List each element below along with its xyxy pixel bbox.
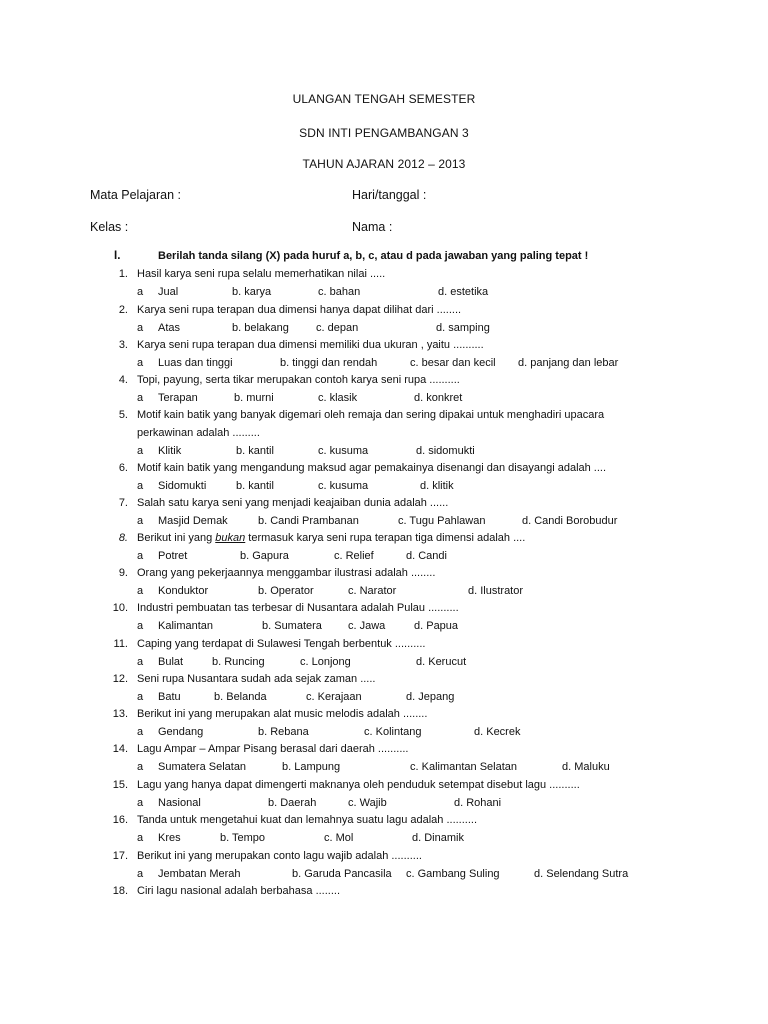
option-b: b. belakang: [232, 322, 289, 334]
question-text: [137, 532, 525, 544]
option-d: d. Papua: [414, 620, 459, 632]
question-number: 1.: [118, 268, 128, 280]
question-text: Lagu yang hanya dapat dimengerti maknanya oleh penduduk setempat disebut lagu ..........: [137, 779, 580, 791]
option-a-label: a: [137, 392, 144, 404]
class-label: Kelas :: [90, 220, 129, 234]
option-b: b. Rebana: [258, 726, 309, 738]
option-b: b. Candi Prambanan: [258, 515, 359, 527]
options-12: [0, 691, 768, 709]
question-number: 13.: [112, 708, 128, 720]
option-c: c. Kolintang: [364, 726, 422, 738]
question-text: Orang yang pekerjaannya menggambar ilustrasi adalah ........: [137, 567, 436, 579]
option-d: d. Selendang Sutra: [534, 868, 629, 880]
option-b: b. Gapura: [240, 550, 289, 562]
option-a-label: a: [137, 515, 144, 527]
option-b: b. Garuda Pancasila: [292, 868, 392, 880]
option-a-label: a: [137, 286, 144, 298]
option-a: Batu: [158, 691, 181, 703]
option-d: d. Kecrek: [474, 726, 521, 738]
option-a: Atas: [158, 322, 181, 334]
options-14: [0, 761, 768, 779]
question-number: 14.: [112, 743, 128, 755]
option-c: c. besar dan kecil: [410, 357, 496, 369]
option-b: b. tinggi dan rendah: [280, 357, 378, 369]
option-d: d. samping: [436, 322, 490, 334]
question-number: 2.: [118, 304, 128, 316]
question-7: [0, 497, 768, 515]
option-a-label: a: [137, 691, 144, 703]
options-5: [0, 445, 768, 463]
question-8: [0, 532, 768, 550]
question-15: [0, 779, 768, 797]
options-10: [0, 620, 768, 638]
section-instruction: Berilah tanda silang (X) pada huruf a, b, c, atau d pada jawaban yang paling tepat !: [158, 250, 589, 262]
options-4: [0, 392, 768, 410]
day-date-label: Hari/tanggal :: [352, 188, 427, 202]
option-a-label: a: [137, 322, 144, 334]
option-b: b. Sumatera: [262, 620, 322, 632]
question-number: 4.: [118, 374, 128, 386]
option-b: b. Tempo: [220, 832, 266, 844]
options-9: [0, 585, 768, 603]
option-a-label: a: [137, 832, 144, 844]
question-number: 3.: [118, 339, 128, 351]
question-number: 16.: [112, 814, 128, 826]
option-d: d. Maluku: [562, 761, 610, 773]
option-d: d. estetika: [438, 286, 489, 298]
question-number: 6.: [118, 462, 128, 474]
question-text: Caping yang terdapat di Sulawesi Tengah berbentuk ..........: [137, 638, 426, 650]
option-d: d. Ilustrator: [468, 585, 524, 597]
option-d: d. Jepang: [406, 691, 455, 703]
option-c: c. depan: [316, 322, 359, 334]
option-b: b. Daerah: [268, 797, 317, 809]
school-name: SDN INTI PENGAMBANGAN 3: [299, 126, 469, 140]
options-3: [0, 357, 768, 375]
option-a: Konduktor: [158, 585, 209, 597]
option-a: Nasional: [158, 797, 201, 809]
option-a: Jual: [158, 286, 179, 298]
emphasis-underlined-word: bukan: [215, 532, 246, 544]
option-c: c. Relief: [334, 550, 374, 562]
option-a-label: a: [137, 585, 144, 597]
option-a: Potret: [158, 550, 188, 562]
options-13: [0, 726, 768, 744]
option-a-label: a: [137, 357, 144, 369]
option-a-label: a: [137, 761, 144, 773]
question-3: [0, 339, 768, 357]
option-d: d. panjang dan lebar: [518, 357, 619, 369]
option-a-label: a: [137, 868, 144, 880]
option-a-label: a: [137, 550, 144, 562]
option-c: c. Lonjong: [300, 656, 351, 668]
option-a: Jembatan Merah: [158, 868, 241, 880]
option-c: c. Gambang Suling: [406, 868, 500, 880]
option-c: c. bahan: [318, 286, 361, 298]
subject-label: Mata Pelajaran :: [90, 188, 182, 202]
question-text-end: termasuk karya seni rupa terapan tiga dimensi adalah ....: [245, 532, 526, 544]
question-11: [0, 638, 768, 656]
question-text-start: Berikut ini yang: [137, 532, 216, 544]
question-text: Tanda untuk mengetahui kuat dan lemahnya suatu lagu adalah ..........: [137, 814, 478, 826]
question-number: 18.: [112, 885, 128, 897]
question-9: [0, 567, 768, 585]
options-15: [0, 797, 768, 815]
option-c: c. Narator: [348, 585, 397, 597]
option-a-label: a: [137, 797, 144, 809]
option-c: c. Kalimantan Selatan: [410, 761, 518, 773]
option-b: b. Lampung: [282, 761, 341, 773]
question-16: [0, 814, 768, 832]
options-8: [0, 550, 768, 568]
option-b: b. Belanda: [214, 691, 267, 703]
option-a: Sidomukti: [158, 480, 207, 492]
question-10: [0, 602, 768, 620]
options-6: [0, 480, 768, 498]
academic-year: TAHUN AJARAN 2012 – 2013: [302, 157, 466, 171]
options-11: [0, 656, 768, 674]
question-2: [0, 304, 768, 322]
question-text: Ciri lagu nasional adalah berbahasa ........: [137, 885, 341, 897]
option-a: Kres: [158, 832, 181, 844]
option-a: Klitik: [158, 445, 182, 457]
question-17: [0, 850, 768, 868]
option-c: c. Tugu Pahlawan: [398, 515, 486, 527]
question-number: 11.: [113, 638, 128, 650]
option-b: b. kantil: [236, 480, 274, 492]
option-a: Kalimantan: [158, 620, 214, 632]
option-a: Bulat: [158, 656, 184, 668]
question-number: 15.: [112, 779, 128, 791]
option-d: d. Candi Borobudur: [522, 515, 618, 527]
question-text: Salah satu karya seni yang menjadi keajaiban dunia adalah ......: [137, 497, 449, 509]
section-number: I.: [114, 250, 121, 262]
question-14: [0, 743, 768, 761]
option-b: b. karya: [232, 286, 272, 298]
question-text: Motif kain batik yang banyak digemari oleh remaja dan sering dipakai untuk menghadiri upacara: [137, 409, 605, 421]
options-1: [0, 286, 768, 304]
question-text: Hasil karya seni rupa selalu memerhatikan nilai .....: [137, 268, 386, 280]
options-7: [0, 515, 768, 533]
option-b: b. kantil: [236, 445, 274, 457]
question-text: Karya seni rupa terapan dua dimensi memiliki dua ukuran , yaitu ..........: [137, 339, 484, 351]
question-number: 17.: [112, 850, 128, 862]
question-number: 9.: [118, 567, 128, 579]
option-b: b. Runcing: [212, 656, 265, 668]
option-c: c. Jawa: [348, 620, 386, 632]
question-18: [0, 885, 768, 903]
question-1: [0, 268, 768, 286]
option-a-label: a: [137, 726, 144, 738]
option-d: d. konkret: [414, 392, 463, 404]
option-a: Sumatera Selatan: [158, 761, 247, 773]
option-c: c. Wajib: [348, 797, 387, 809]
question-text: Lagu Ampar – Ampar Pisang berasal dari daerah ..........: [137, 743, 409, 755]
option-c: c. Kerajaan: [306, 691, 362, 703]
option-c: c. Mol: [324, 832, 354, 844]
option-c: c. klasik: [318, 392, 358, 404]
question-12: [0, 673, 768, 691]
option-d: d. sidomukti: [416, 445, 475, 457]
option-c: c. kusuma: [318, 445, 369, 457]
question-13: [0, 708, 768, 726]
question-number: 10.: [112, 602, 128, 614]
question-text: Topi, payung, serta tikar merupakan contoh karya seni rupa ..........: [137, 374, 460, 386]
question-text-continuation: perkawinan adalah .........: [137, 427, 260, 439]
options-2: [0, 322, 768, 340]
exam-title: ULANGAN TENGAH SEMESTER: [292, 92, 476, 106]
option-d: d. Rohani: [454, 797, 502, 809]
option-a: Gendang: [158, 726, 204, 738]
option-d: d. klitik: [420, 480, 454, 492]
question-number: 7.: [118, 497, 128, 509]
question-6: [0, 462, 768, 480]
question-text: Karya seni rupa terapan dua dimensi hanya dapat dilihat dari ........: [137, 304, 462, 316]
question-5: [0, 409, 768, 427]
question-number: 8.: [118, 532, 128, 544]
option-a: Masjid Demak: [158, 515, 228, 527]
option-d: d. Kerucut: [416, 656, 467, 668]
option-a-label: a: [137, 445, 144, 457]
question-text: Seni rupa Nusantara sudah ada sejak zaman .....: [137, 673, 376, 685]
question-number: 12.: [112, 673, 128, 685]
option-c: c. kusuma: [318, 480, 369, 492]
name-label: Nama :: [352, 220, 393, 234]
option-a: Luas dan tinggi: [158, 357, 233, 369]
option-d: d. Candi: [406, 550, 447, 562]
option-a: Terapan: [158, 392, 198, 404]
option-b: b. murni: [234, 392, 274, 404]
question-text: Berikut ini yang merupakan alat music melodis adalah ........: [137, 708, 428, 720]
option-d: d. Dinamik: [412, 832, 464, 844]
question-4: [0, 374, 768, 392]
option-a-label: a: [137, 480, 144, 492]
question-text: Motif kain batik yang mengandung maksud agar pemakainya disenangi dan disayangi adalah ....: [137, 462, 607, 474]
options-17: [0, 868, 768, 886]
question-text: Berikut ini yang merupakan conto lagu wajib adalah ..........: [137, 850, 422, 862]
option-a-label: a: [137, 620, 144, 632]
option-a-label: a: [137, 656, 144, 668]
question-number: 5.: [118, 409, 128, 421]
options-16: [0, 832, 768, 850]
question-text: Industri pembuatan tas terbesar di Nusantara adalah Pulau ..........: [137, 602, 459, 614]
option-b: b. Operator: [258, 585, 314, 597]
